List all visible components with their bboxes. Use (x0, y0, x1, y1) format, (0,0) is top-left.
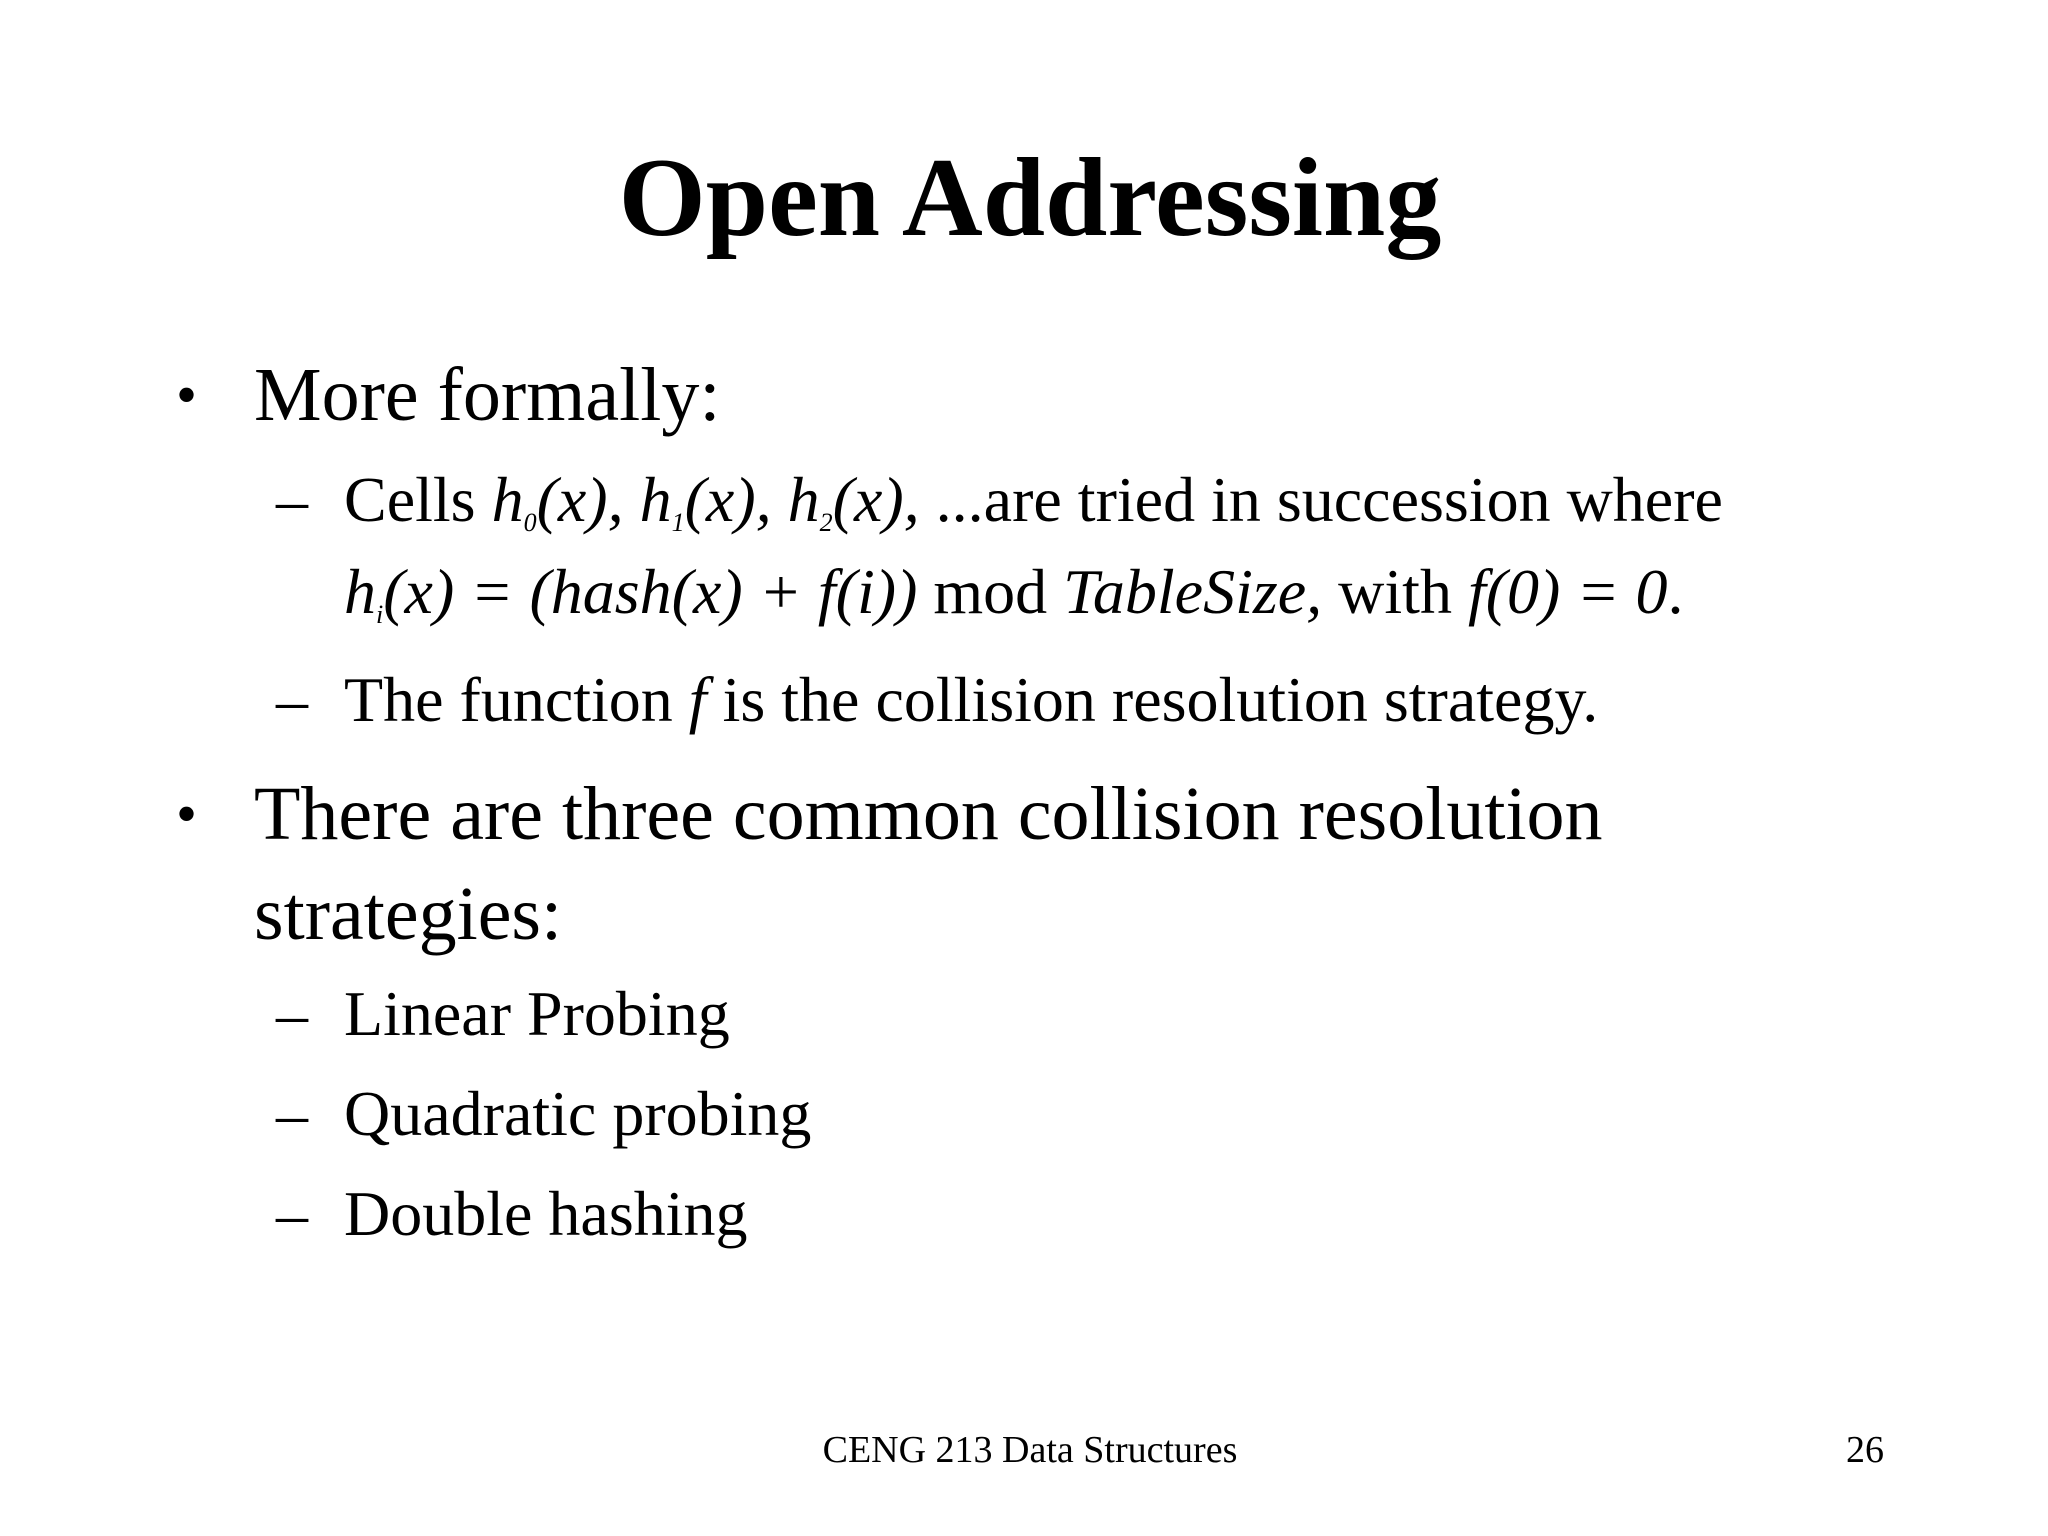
f-symbol: f (688, 664, 707, 735)
footer-course: CENG 213 Data Structures (822, 1429, 1238, 1471)
slide-title: Open Addressing (618, 136, 1442, 260)
dash-marker: – (276, 1178, 308, 1249)
bullet-text: There are three common collision resolution (254, 772, 1603, 856)
h0-arg: (x), (536, 464, 640, 535)
h-symbol: h (344, 556, 376, 627)
function-prefix: The function (344, 664, 689, 735)
subitem-text: Linear Probing (344, 978, 730, 1049)
page-number: 26 (1846, 1429, 1884, 1471)
cells-prefix: Cells (344, 464, 492, 535)
subscript-0: 0 (523, 508, 537, 537)
dash-marker: – (276, 1078, 308, 1149)
h-symbol: h (491, 464, 524, 535)
with-word: with (1322, 556, 1468, 627)
period: . (1667, 556, 1684, 627)
subitem-text (344, 456, 1723, 544)
bullet-marker: • (176, 781, 198, 847)
dash-marker: – (276, 978, 308, 1049)
subitem-text (344, 548, 1684, 636)
formula-text: (x) = (hash(x) + f(i)) (383, 556, 918, 627)
dash-marker: – (276, 664, 308, 735)
dash-marker: – (276, 464, 308, 535)
f0-term: f(0) = 0 (1467, 556, 1668, 627)
h-symbol: h (639, 464, 672, 535)
bullet-marker: • (176, 362, 198, 428)
function-suffix: is the collision resolution strategy. (706, 664, 1599, 735)
cells-suffix: ...are tried in succession where (935, 464, 1723, 535)
h-symbol: h (787, 464, 820, 535)
h1-arg: (x), (684, 464, 788, 535)
subscript-1: 1 (671, 508, 685, 537)
hi-formula (344, 556, 917, 627)
h0-term (492, 464, 936, 535)
bullet-text: More formally: (254, 353, 721, 437)
tablesize-term: TableSize, (1063, 556, 1323, 627)
subitem-text (344, 656, 1598, 744)
bullet-text: strategies: (254, 872, 563, 956)
subscript-2: 2 (819, 508, 833, 537)
subitem-text: Double hashing (344, 1178, 748, 1249)
h2-arg: (x), (832, 464, 936, 535)
mod-word: mod (917, 556, 1064, 627)
subitem-text: Quadratic probing (344, 1078, 812, 1149)
subscript-i: i (376, 600, 384, 629)
